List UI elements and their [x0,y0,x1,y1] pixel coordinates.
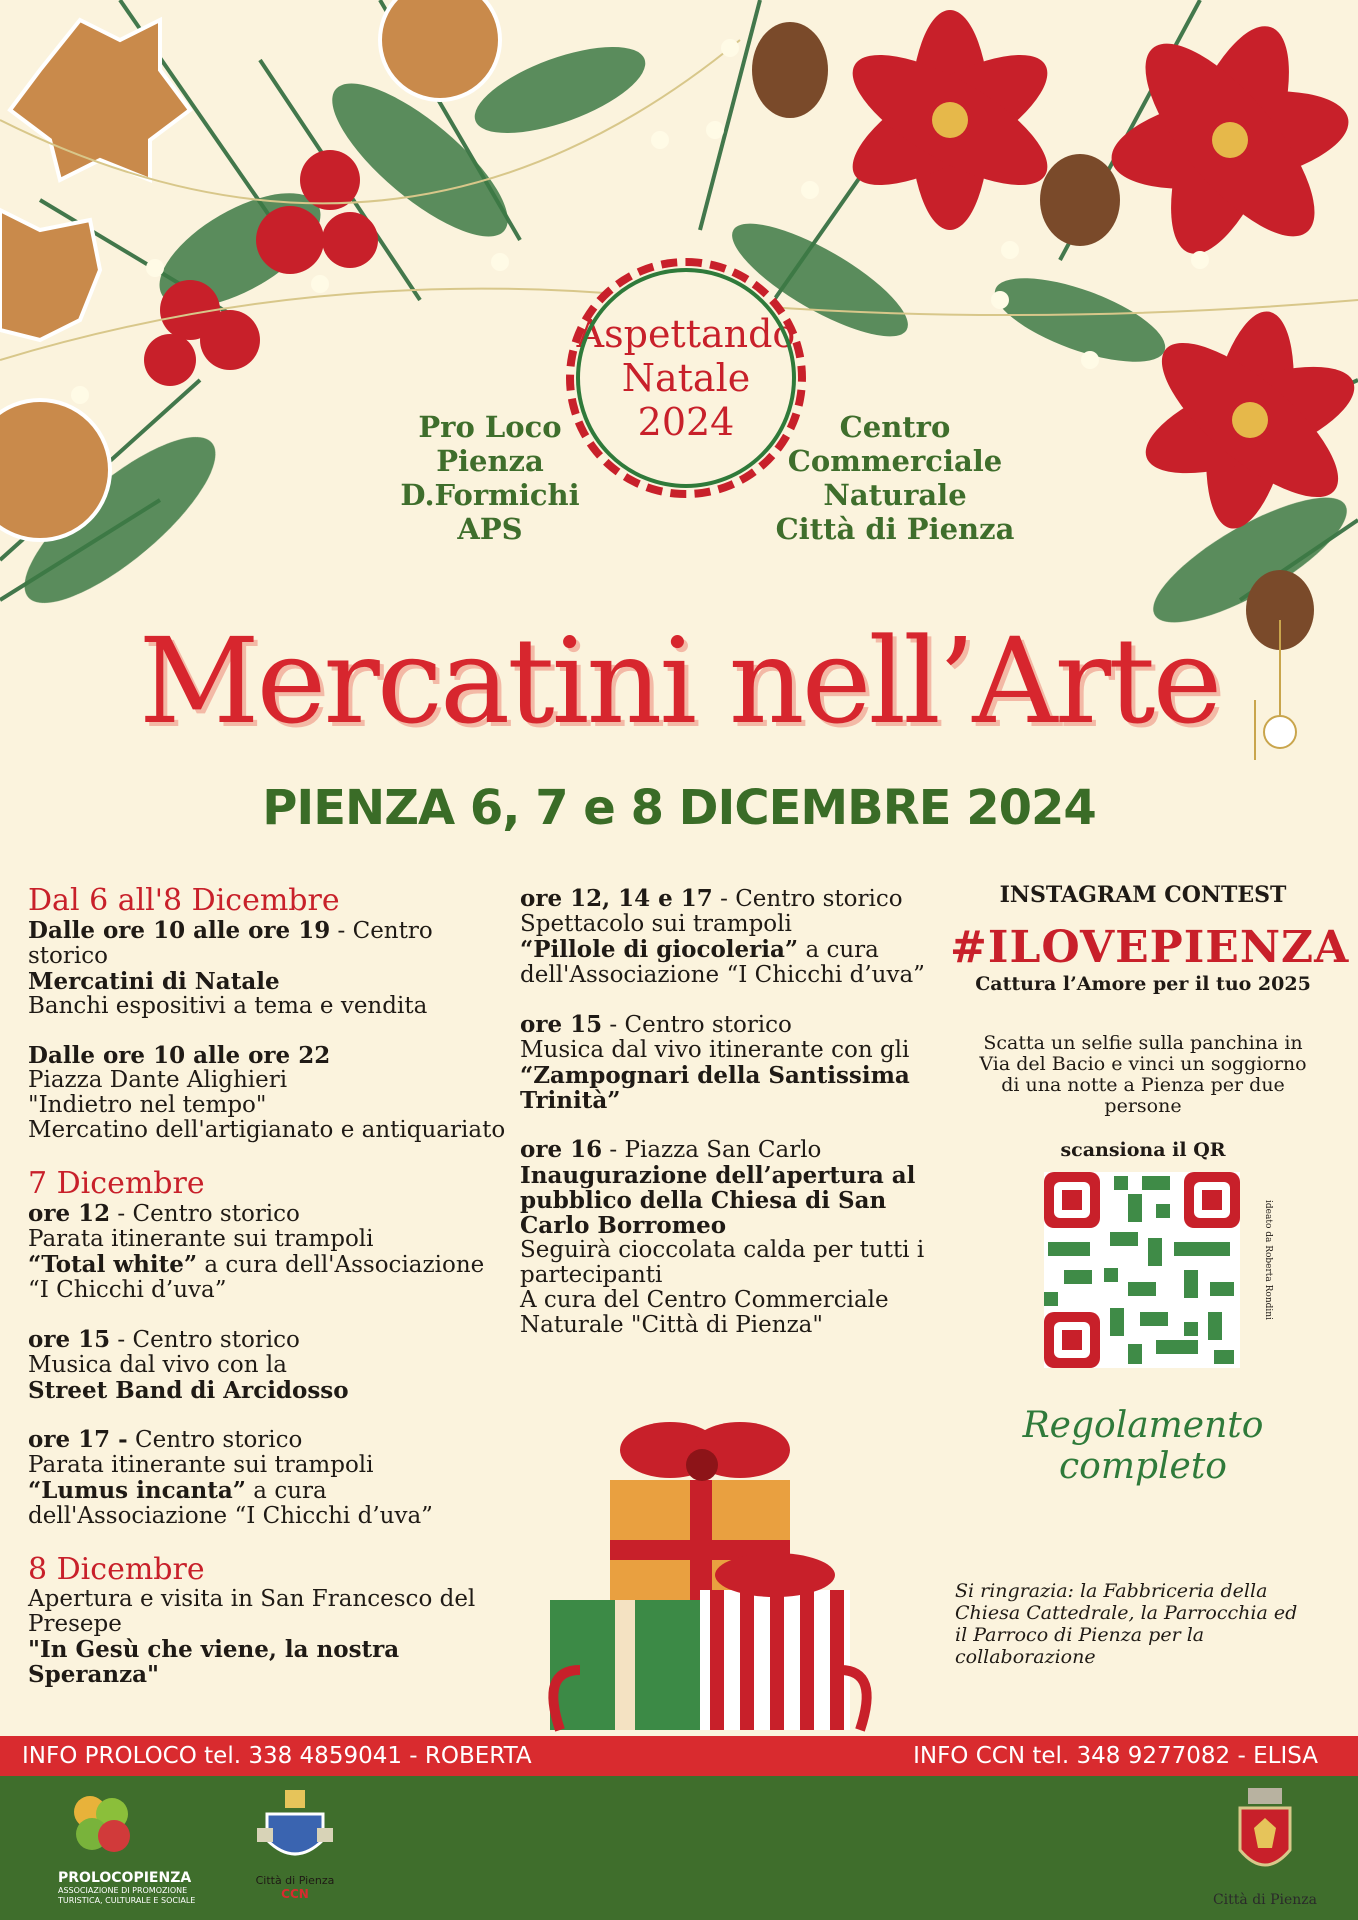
event-name: “Zampognari della Santissima Trinità” [520,1062,910,1114]
event-desc: Seguirà cioccolata calda per tutti i partecipanti [520,1237,925,1288]
org-ccn-line: Città di Pienza [775,512,1015,546]
proloco-logo [58,1786,198,1906]
event-block [28,1201,508,1303]
proloco-name: PROLOCOPIENZA [58,1870,192,1886]
event-desc: a cura [245,1478,327,1504]
event-block [28,1043,508,1143]
org-ccn-line: Naturale [823,478,967,512]
event-block [28,1587,508,1687]
contest-desc: Scatta un selfie sulla panchina in Via del Bacio e vinci un soggiorno di una notte a Pienza per due persone [979,1032,1307,1117]
badge-line: Natale [621,356,751,400]
org-ccn-line: Commerciale [787,444,1003,478]
event-desc: a cura [798,937,879,963]
event-block [520,886,940,988]
event-desc: Parata itinerante sui trampoli [28,1452,374,1478]
org-ccn-line: Centro [839,410,951,444]
event-place: Centro storico [127,1427,303,1453]
event-desc: dell'Associazione “I Chicchi d’uva” [28,1503,433,1529]
org-proloco-line: D.Formichi [400,478,580,512]
regolamento-link[interactable]: Regolamento completo [1022,1405,1264,1487]
event-desc: a cura dell'Associazione [197,1252,485,1278]
poster-subtitle: PIENZA 6, 7 e 8 DICEMBRE 2024 [262,780,1096,836]
shield-icon [1230,1788,1300,1888]
event-name: Mercatini di Natale [28,968,280,995]
ccn-logo [240,1788,350,1901]
day-heading: 7 Dicembre [28,1166,205,1201]
qr-label: scansiona il QR [1060,1139,1226,1161]
event-time: ore 12 [28,1200,111,1227]
event-name: Street Band di Arcidosso [28,1377,349,1404]
event-block [520,1137,940,1338]
event-place: - Centro storico [28,918,433,969]
day-heading: 8 Dicembre [28,1552,205,1587]
event-desc: Spettacolo sui trampoli [520,911,792,937]
event-place: - Centro storico [110,1327,300,1353]
poster-title: Mercatini nell’Arte [138,612,1220,750]
event-desc: Apertura e visita in San Francesco del Presepe [28,1586,476,1637]
event-name: “Total white” [28,1251,198,1278]
coat-of-arms-icon [257,1788,333,1870]
event-time: Dalle ore 10 alle ore 22 [28,1042,331,1069]
event-desc: dell'Associazione “I Chicchi d’uva” [520,962,925,988]
thanks-note: Si ringrazia: la Fabbriceria della Chiesa Cattedrale, la Parrocchia ed il Parroco di Pienza per la collaborazione [955,1580,1298,1668]
author-credit: ideato da Roberta Rondini [1263,1200,1273,1320]
event-desc: Banchi espositivi a tema e vendita [28,993,428,1019]
event-block [28,1327,508,1403]
comune-name: Città di Pienza [1212,1892,1318,1908]
event-desc: A cura del Centro Commerciale Naturale "Città di Pienza" [520,1287,889,1338]
info-banner [0,1736,1358,1776]
org-proloco-line: APS [457,512,523,546]
event-time: ore 15 [28,1326,111,1353]
gift-boxes-illustration [530,1390,890,1740]
event-desc: Piazza Dante Alighieri [28,1067,288,1093]
event-desc: Parata itinerante sui trampoli [28,1226,374,1252]
proloco-sub: ASSOCIAZIONE DI PROMOZIONE [58,1886,188,1895]
event-desc: "Indietro nel tempo" [28,1092,267,1118]
clover-icon [62,1786,142,1866]
badge-line: 2024 [637,400,735,444]
comune-logo [1200,1788,1330,1908]
event-place: - Centro storico [602,1012,792,1038]
event-name: "In Gesù che viene, la nostra Speranza" [28,1636,400,1688]
instagram-contest-panel [950,882,1350,1161]
event-name: “Pillole di giocoleria” [520,936,799,963]
info-ccn: INFO CCN tel. 348 9277082 - ELISA [913,1743,1318,1769]
day-heading: Dal 6 all'8 Dicembre [28,883,340,918]
event-desc: Mercatino dell'artigianato e antiquariato [28,1117,506,1143]
contest-hashtag: #ILOVEPIENZA [950,922,1350,973]
event-name: Inaugurazione dell’apertura al pubblico della Chiesa di San Carlo Borromeo [520,1162,916,1239]
qr-code[interactable] [1044,1172,1240,1368]
event-desc: Musica dal vivo con la [28,1352,287,1378]
event-place: - Centro storico [110,1201,300,1227]
event-name: “Lumus incanta” [28,1477,246,1504]
event-place: - Centro storico [712,886,903,912]
contest-heading: INSTAGRAM CONTEST [999,882,1287,908]
event-block [520,1012,940,1113]
ccn-abbr: CCN [281,1887,309,1901]
event-block [28,1427,508,1529]
contest-tagline: Cattura l’Amore per il tuo 2025 [975,973,1311,995]
org-proloco-line: Pro Loco [418,410,562,444]
event-block [28,918,508,1019]
event-time: ore 15 [520,1011,603,1038]
org-proloco-line: Pienza [436,444,544,478]
event-time: Dalle ore 10 alle ore 19 [28,917,331,944]
event-desc: “I Chicchi d’uva” [28,1277,227,1303]
event-time: ore 12, 14 e 17 [520,885,713,912]
program-left-column [28,884,508,1687]
info-proloco: INFO PROLOCO tel. 338 4859041 - ROBERTA [22,1743,532,1769]
event-time: ore 16 [520,1136,603,1163]
org-ccn [770,410,1020,546]
event-desc: Musica dal vivo itinerante con gli [520,1037,910,1063]
footer-bar [0,1776,1358,1920]
event-place: - Piazza San Carlo [602,1137,822,1163]
proloco-sub: TURISTICA, CULTURALE E SOCIALE [58,1896,196,1905]
ccn-name: Città di Pienza [255,1874,335,1887]
badge-line: Aspettando [576,312,796,356]
org-proloco [400,410,580,546]
event-time: ore 17 - [28,1426,128,1453]
program-middle-column [520,886,940,1338]
